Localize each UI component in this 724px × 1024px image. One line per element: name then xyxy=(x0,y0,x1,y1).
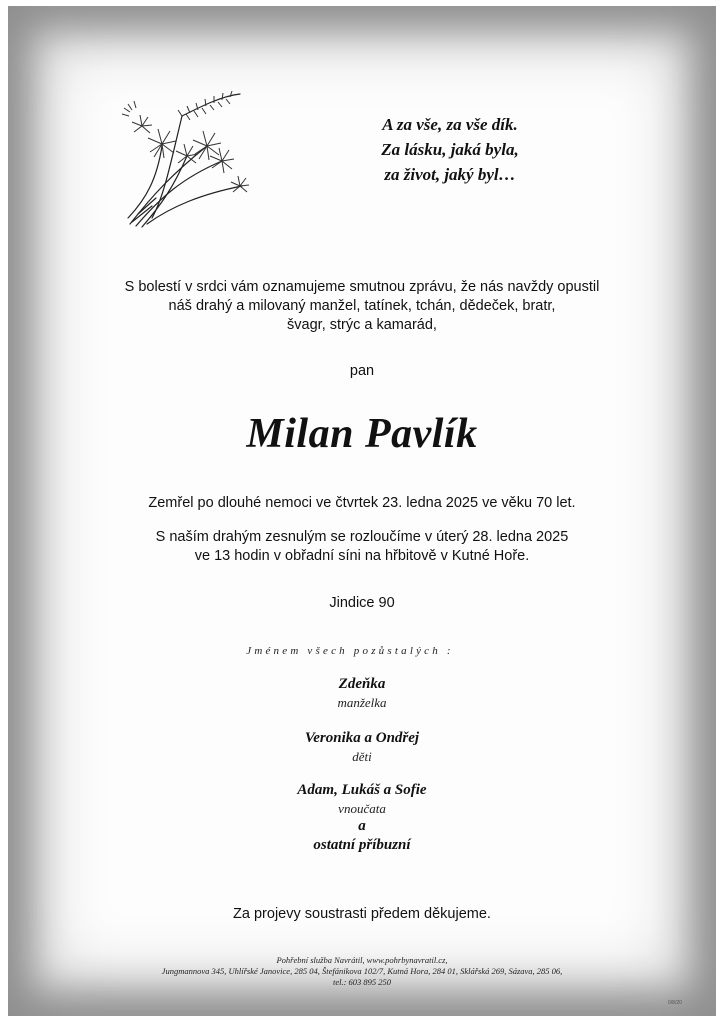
and-word: a xyxy=(358,818,366,834)
announcement-line-1: S bolestí v srdci vám oznamujeme smutnou zprávu, že nás navždy opustil xyxy=(124,279,600,295)
funeral-info xyxy=(0,528,724,566)
on-behalf-label: Jménem všech pozůstalých : xyxy=(246,645,454,657)
footer-line-1: Pohřební služba Navrátil, www.pohrbynavratil.cz, xyxy=(276,955,448,965)
mourner-name: Adam, Lukáš a Sofie xyxy=(297,782,427,798)
announcement-text xyxy=(0,278,724,335)
announcement-line-3: švagr, strýc a kamarád, xyxy=(287,317,437,333)
funeral-line-1: S naším drahým zesnulým se rozloučíme v úterý 28. ledna 2025 xyxy=(155,529,569,545)
death-info: Zemřel po dlouhé nemoci ve čtvrtek 23. ledna 2025 ve věku 70 let. xyxy=(148,495,576,511)
memorial-quote xyxy=(330,112,570,187)
footer-line-2: Jungmannova 345, Uhlířské Janovice, 285 04, Štefánikova 102/7, Kutná Hora, 284 01, Sklářská 269, Sázava, 285 06, xyxy=(161,966,563,976)
mourner-role: vnoučata xyxy=(338,801,386,816)
funeral-service-footer xyxy=(0,955,724,988)
funeral-line-2: ve 13 hodin v obřadní síni na hřbitově v Kutné Hoře. xyxy=(194,548,530,564)
quote-line-2: Za lásku, jaká byla, xyxy=(381,140,519,159)
mourner-name: Zdeňka xyxy=(338,676,386,692)
other-relatives: ostatní příbuzní xyxy=(313,837,411,853)
deceased-name: Milan Pavlík xyxy=(246,411,478,457)
flower-bouquet-icon xyxy=(112,86,260,231)
address: Jindice 90 xyxy=(329,595,395,611)
mourner-name: Veronika a Ondřej xyxy=(304,730,420,746)
salutation: pan xyxy=(349,363,375,379)
thanks-text: Za projevy soustrasti předem děkujeme. xyxy=(233,906,491,922)
corner-code: 0/8/20 xyxy=(668,1000,682,1006)
quote-line-1: A za vše, za vše dík. xyxy=(382,115,518,134)
mourner-role: děti xyxy=(352,749,372,764)
footer-line-3: tel.: 603 895 250 xyxy=(332,977,392,987)
quote-line-3: za život, jaký byl… xyxy=(384,165,516,184)
announcement-line-2: náš drahý a milovaný manžel, tatínek, tchán, dědeček, bratr, xyxy=(168,298,556,314)
mourner-role: manželka xyxy=(337,695,387,710)
